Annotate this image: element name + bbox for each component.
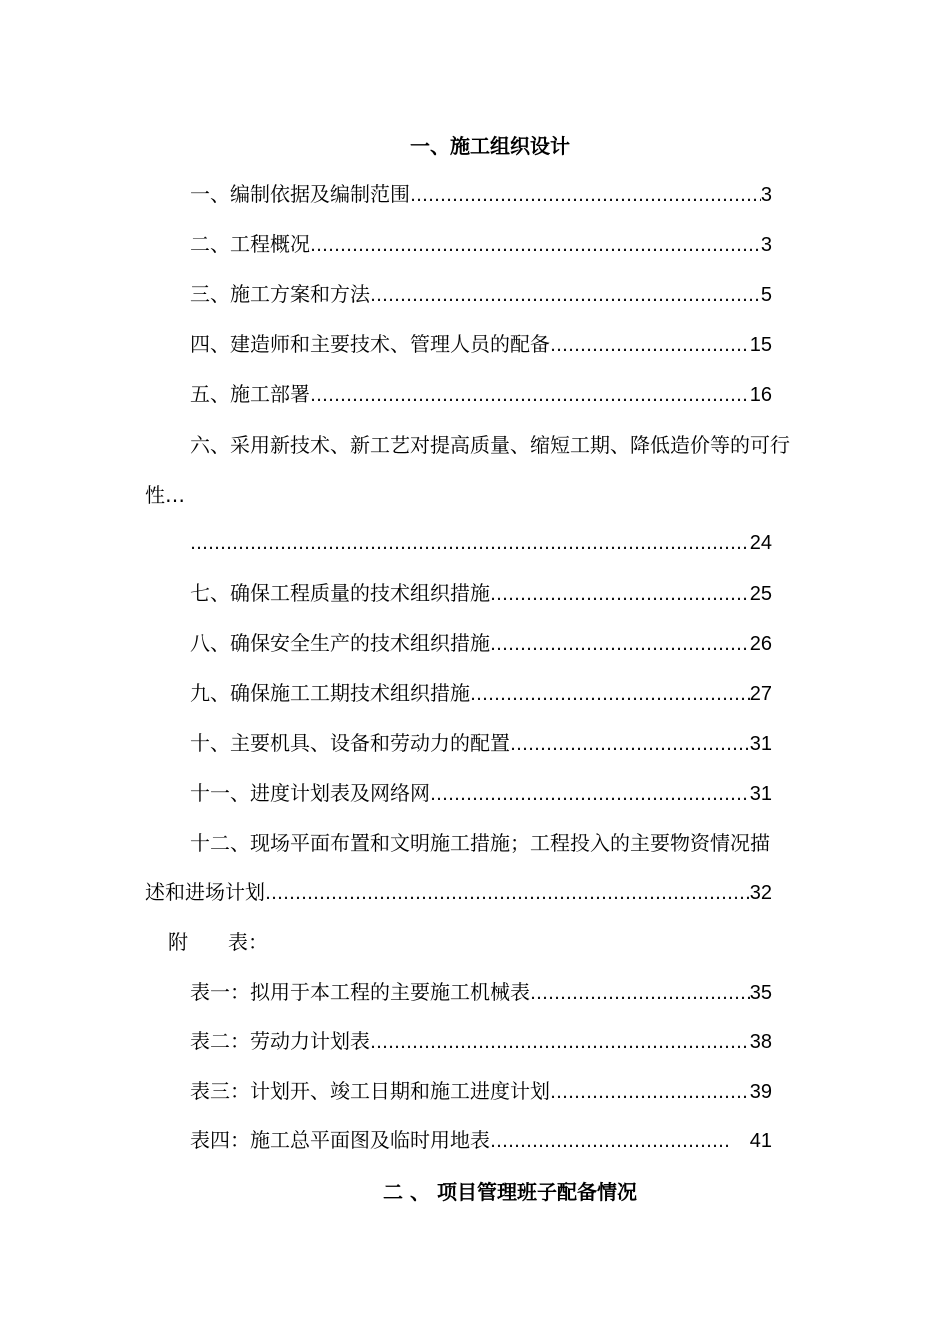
toc-entry-title-line1[interactable]: 六、采用新技术、新工艺对提高质量、缩短工期、降低造价等的可行 (190, 433, 790, 457)
toc-entry[interactable] (190, 181, 772, 207)
toc-entry[interactable] (190, 580, 772, 606)
toc-dot-leader (265, 881, 750, 905)
toc-dot-leader (490, 582, 750, 606)
toc-page-number: 31 (749, 733, 772, 755)
toc-dot-leader (490, 1129, 728, 1153)
toc-page-number: 26 (749, 633, 772, 655)
toc-dot-leader (550, 333, 750, 357)
toc-entry[interactable] (190, 730, 772, 756)
toc-entry-title: 十、主要机具、设备和劳动力的配置 (190, 731, 510, 755)
toc-dot-leader (190, 531, 750, 556)
toc-entry[interactable] (190, 331, 772, 357)
appendix-entry[interactable] (190, 1028, 772, 1054)
toc-entry[interactable] (190, 780, 772, 806)
section-heading-2: 二 、 项目管理班子配备情况 (383, 1180, 637, 1204)
toc-entry-title-line2: 述和进场计划 (145, 880, 265, 904)
toc-page-number: 32 (749, 882, 772, 904)
appendix-entry[interactable] (190, 1127, 772, 1153)
toc-page-number: 24 (749, 532, 772, 554)
toc-page-number: 5 (760, 284, 772, 306)
toc-entry-continuation[interactable] (190, 530, 772, 556)
toc-entry-title: 八、确保安全生产的技术组织措施 (190, 631, 490, 655)
toc-entry[interactable] (190, 381, 772, 407)
toc-entry-title: 五、施工部署 (190, 382, 310, 406)
toc-dot-leader (470, 682, 750, 706)
toc-dot-leader (370, 283, 761, 307)
appendix-entry-title: 表二：劳动力计划表 (190, 1029, 370, 1053)
toc-entry-title: 四、建造师和主要技术、管理人员的配备 (190, 332, 550, 356)
toc-dot-leader (310, 383, 750, 407)
toc-entry-title-line1[interactable]: 十二、现场平面布置和文明施工措施；工程投入的主要物资情况描 (190, 831, 770, 855)
toc-entry[interactable] (190, 680, 772, 706)
toc-dot-leader (490, 632, 750, 656)
toc-entry[interactable] (190, 231, 772, 257)
appendix-entry-title: 表三：计划开、竣工日期和施工进度计划 (190, 1079, 550, 1103)
toc-page-number: 25 (749, 583, 772, 605)
appendix-label-part2: 表： (228, 930, 268, 954)
toc-dot-leader (310, 233, 761, 257)
toc-dot-leader (510, 732, 750, 756)
toc-page-number: 31 (749, 783, 772, 805)
toc-page-number: 38 (749, 1031, 772, 1053)
toc-page-number: 27 (749, 683, 772, 705)
toc-page-number: 39 (749, 1081, 772, 1103)
appendix-entry-title: 表一：拟用于本工程的主要施工机械表 (190, 980, 530, 1004)
toc-entry-title-line2[interactable]: 性… (145, 483, 185, 507)
toc-entry-title: 十一、进度计划表及网络网 (190, 781, 430, 805)
toc-dot-leader (550, 1080, 750, 1104)
toc-page-number: 3 (760, 234, 772, 256)
toc-entry-title: 七、确保工程质量的技术组织措施 (190, 581, 490, 605)
appendix-entry-title: 表四：施工总平面图及临时用地表 (190, 1128, 490, 1152)
toc-page-number: 41 (749, 1130, 772, 1152)
toc-dot-leader (430, 782, 750, 806)
toc-entry-title: 二、工程概况 (190, 232, 310, 256)
toc-entry[interactable] (190, 630, 772, 656)
toc-entry[interactable] (190, 281, 772, 307)
section-heading-1: 一、施工组织设计 (410, 134, 570, 158)
toc-entry-continuation[interactable] (145, 879, 772, 905)
appendix-entry[interactable] (190, 1078, 772, 1104)
toc-page-number: 3 (760, 184, 772, 206)
toc-dot-leader (370, 1030, 750, 1054)
appendix-label-part1: 附 (168, 930, 188, 954)
toc-entry-title: 九、确保施工工期技术组织措施 (190, 681, 470, 705)
toc-page-number: 15 (749, 334, 772, 356)
toc-dot-leader (530, 981, 750, 1005)
toc-entry-title: 三、施工方案和方法 (190, 282, 370, 306)
toc-page-number: 16 (749, 384, 772, 406)
appendix-entry[interactable] (190, 979, 772, 1005)
appendix-label (168, 929, 268, 955)
toc-dot-leader (410, 183, 761, 207)
toc-page-number: 35 (749, 982, 772, 1004)
toc-entry-title: 一、编制依据及编制范围 (190, 182, 410, 206)
